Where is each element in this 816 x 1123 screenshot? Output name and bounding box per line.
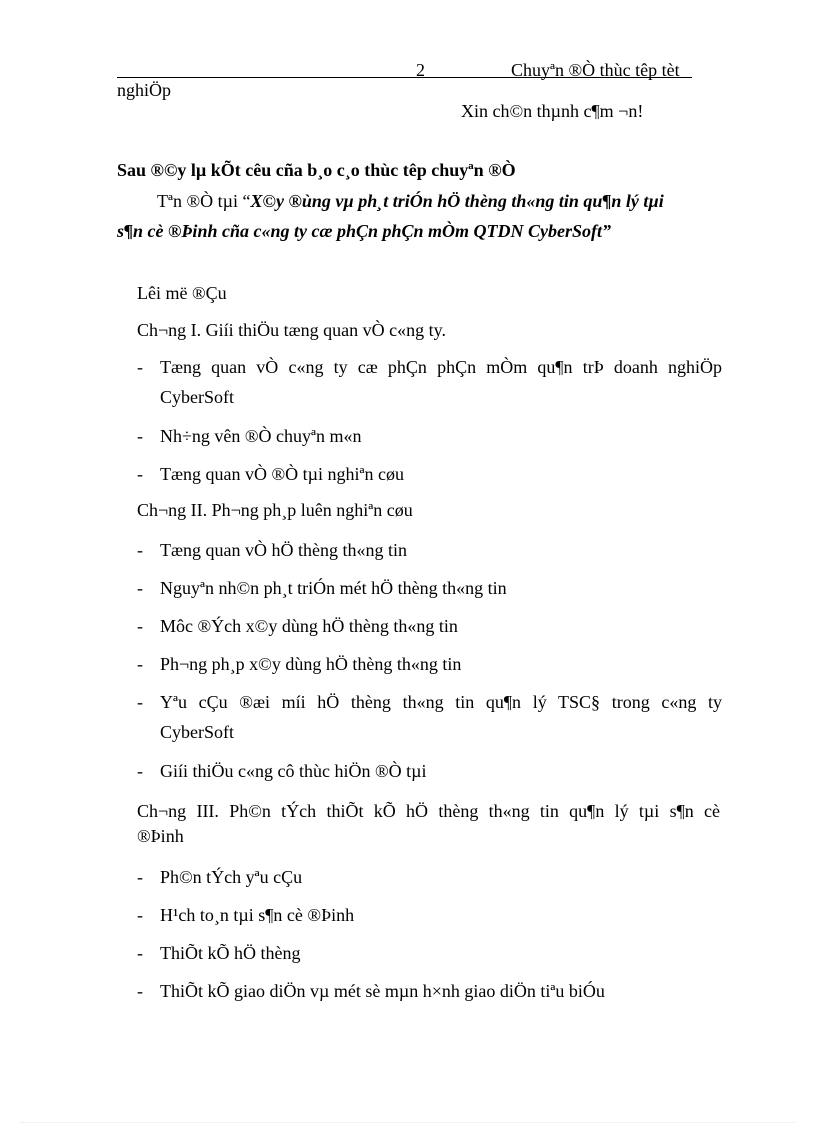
- page-number: 2: [416, 60, 425, 80]
- toc-item-text: Giíi thiÖu c«ng cô thùc hiÖn ®Ò tµi: [160, 761, 427, 781]
- bullet-dash: -: [137, 540, 143, 560]
- header-rule: [117, 77, 692, 78]
- topic-prefix: Tªn ®Ò tµi “: [157, 191, 251, 211]
- toc-chapter-3-line1: Ch¬ng III. Ph©n tÝch thiÕt kÕ hÖ thèng th«ng tin qu¶n lý tµi s¶n cè: [137, 801, 720, 821]
- toc-chapter-3-line2: ®Þinh: [137, 826, 184, 846]
- toc-item-text: Nh÷ng vên ®Ò chuyªn m«n: [160, 426, 362, 446]
- bullet-dash: -: [137, 867, 143, 887]
- bullet-dash: -: [137, 981, 143, 1001]
- toc-item-text: Nguyªn nh©n ph¸t triÓn mét hÖ thèng th«ng tin: [160, 578, 507, 598]
- bullet-dash: -: [137, 654, 143, 674]
- header-title-continued: nghiÖp: [117, 80, 171, 100]
- bullet-dash: -: [137, 943, 143, 963]
- bullet-dash: -: [137, 578, 143, 598]
- bullet-dash: -: [137, 905, 143, 925]
- bullet-dash: -: [137, 357, 143, 377]
- toc-chapter-1: Ch¬ng I. Giíi thiÖu tæng quan vÒ c«ng ty.: [137, 320, 446, 340]
- header-title: Chuyªn ®Ò thùc têp tèt: [511, 60, 680, 80]
- section-heading: Sau ®©y lµ kÕt cêu cña b¸o c¸o thùc têp chuyªn ®Ò: [117, 160, 516, 180]
- toc-item-text: ThiÕt kÕ hÖ thèng: [160, 943, 301, 963]
- bullet-dash: -: [137, 761, 143, 781]
- toc-item-text-cont: CyberSoft: [160, 387, 234, 407]
- bullet-dash: -: [137, 616, 143, 636]
- toc-item-text: H¹ch to¸n tµi s¶n cè ®Þinh: [160, 905, 355, 925]
- toc-chapter-3: [137, 796, 720, 826]
- toc-item-text: Ph©n tÝch yªu cÇu: [160, 867, 303, 887]
- toc-intro: Lêi më ®Çu: [137, 283, 227, 303]
- thanks-text: Xin ch©n thµnh c¶m ¬n!: [461, 101, 644, 121]
- bullet-dash: -: [137, 426, 143, 446]
- bullet-dash: -: [137, 692, 143, 712]
- toc-item-text: Ph¬ng ph¸p x©y dùng hÖ thèng th«ng tin: [160, 654, 462, 674]
- topic-title-line1: X©y ®ùng vµ ph¸t triÓn hÖ thèng th«ng tin qu¶n lý tµi: [250, 191, 664, 211]
- toc-item-text: Yªu cÇu ®æi míi hÖ thèng th«ng tin qu¶n lý TSC§ trong c«ng ty: [160, 692, 722, 712]
- toc-item-text: Tæng quan vÒ hÖ thèng th«ng tin: [160, 540, 407, 560]
- toc-item-text: ThiÕt kÕ giao diÖn vµ mét sè mµn h×nh giao diÖn tiªu biÓu: [160, 981, 605, 1001]
- topic-line-1: [157, 191, 664, 212]
- toc-item-text: Tæng quan vÒ ®Ò tµi nghiªn cøu: [160, 464, 404, 484]
- toc-chapter-2: Ch¬ng II. Ph¬ng ph¸p luên nghiªn cøu: [137, 500, 413, 520]
- toc-item-text: Môc ®Ých x©y dùng hÖ thèng th«ng tin: [160, 616, 458, 636]
- topic-title-line2: s¶n cè ®Þinh cña c«ng ty cæ phÇn phÇn mÒm QTDN CyberSoft”: [117, 221, 611, 241]
- toc-item-text-cont: CyberSoft: [160, 722, 234, 742]
- bullet-dash: -: [137, 464, 143, 484]
- toc-item-text: Tæng quan vÒ c«ng ty cæ phÇn phÇn mÒm qu¶n trÞ doanh nghiÖp: [160, 357, 722, 377]
